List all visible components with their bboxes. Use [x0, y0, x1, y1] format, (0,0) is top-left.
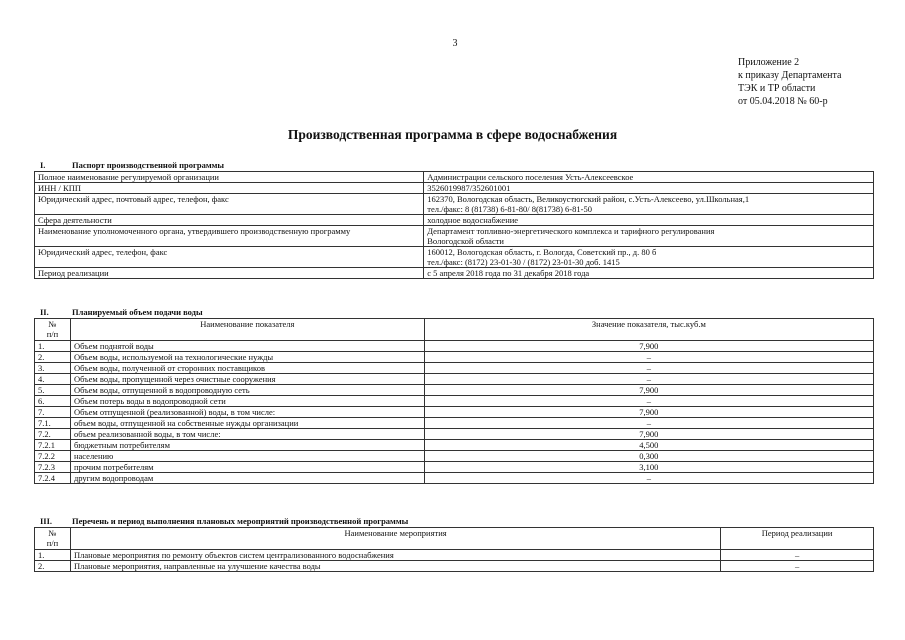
- table-row: [35, 396, 874, 407]
- row-value: 7,900: [424, 407, 873, 418]
- table-row: [35, 268, 874, 279]
- row-name: другим водопроводам: [70, 473, 424, 484]
- row-num: 1.: [35, 341, 71, 352]
- row-value-line: тел./факс: 8 (81738) 6-81-80/ 8(81738) 6-81-50: [427, 204, 592, 214]
- row-value: –: [424, 396, 873, 407]
- page-number: 3: [452, 38, 458, 49]
- appendix-note: [738, 56, 841, 108]
- row-value: [424, 194, 874, 215]
- header-num-line: п/п: [46, 329, 59, 339]
- document-title: Производственная программа в сфере водоснабжения: [287, 127, 618, 142]
- table-row: [35, 385, 874, 396]
- row-name: объем воды, отпущенной на собственные нужды организации: [70, 418, 424, 429]
- row-value: 7,900: [424, 341, 873, 352]
- table-row: [35, 172, 874, 183]
- table-row: [35, 194, 874, 215]
- row-name: Объем воды, пропущенной через очистные сооружения: [70, 374, 424, 385]
- section-number: I.: [40, 160, 46, 170]
- row-name: Объем воды, используемой на технологические нужды: [70, 352, 424, 363]
- row-value-line: 3526019987/352601001: [427, 183, 511, 193]
- row-num: 3.: [35, 363, 71, 374]
- row-num: 1.: [35, 550, 71, 561]
- row-value-line: 162370, Вологодская область, Великоустюгский район, с.Усть-Алексеево, ул.Школьная,1: [427, 194, 750, 204]
- row-name: Плановые мероприятия, направленные на улучшение качества воды: [70, 561, 720, 572]
- water-volume-table: [34, 318, 874, 484]
- header-name: Наименование мероприятия: [70, 528, 720, 550]
- section-title: Перечень и период выполнения плановых мероприятий производственной программы: [72, 516, 409, 526]
- row-value-line: 160012, Вологодская область, г. Вологда, Советский пр., д. 80 б: [427, 247, 657, 257]
- row-name: населению: [70, 451, 424, 462]
- section-title: Паспорт производственной программы: [72, 160, 225, 170]
- row-name: Объем воды, отпущенной в водопроводную сеть: [70, 385, 424, 396]
- table-row: [35, 550, 874, 561]
- row-label: ИНН / КПП: [35, 183, 424, 194]
- row-value: 7,900: [424, 385, 873, 396]
- table-row: [35, 363, 874, 374]
- row-num: 7.2.3: [35, 462, 71, 473]
- section-3-heading: [34, 516, 408, 526]
- table-row: [35, 429, 874, 440]
- row-value: [424, 247, 874, 268]
- passport-table-body: [35, 172, 874, 279]
- table-row: [35, 352, 874, 363]
- row-num: 7.2.4: [35, 473, 71, 484]
- header-name: Наименование показателя: [70, 319, 424, 341]
- row-num: 6.: [35, 396, 71, 407]
- table-row: [35, 183, 874, 194]
- header-period: Период реализации: [721, 528, 874, 550]
- row-value: –: [424, 352, 873, 363]
- row-num: 7.1.: [35, 418, 71, 429]
- row-num: 4.: [35, 374, 71, 385]
- row-name: Объем воды, полученной от сторонних поставщиков: [70, 363, 424, 374]
- row-value-line: Вологодской области: [427, 236, 504, 246]
- row-name: Плановые мероприятия по ремонту объектов систем централизованного водоснабжения: [70, 550, 720, 561]
- row-value: –: [424, 374, 873, 385]
- row-period: –: [721, 550, 874, 561]
- table-row: [35, 407, 874, 418]
- row-value-line: Департамент топливно-энергетического комплекса и тарифного регулирования: [427, 226, 715, 236]
- row-value: 4,500: [424, 440, 873, 451]
- table-row: [35, 462, 874, 473]
- row-value: –: [424, 363, 873, 374]
- row-num: 7.2.: [35, 429, 71, 440]
- appendix-line: ТЭК и ТР области: [738, 83, 816, 94]
- row-num: 2.: [35, 561, 71, 572]
- row-num: 7.: [35, 407, 71, 418]
- table-row: [35, 440, 874, 451]
- row-name: Объем отпущенной (реализованной) воды, в том числе:: [70, 407, 424, 418]
- section-number: II.: [40, 307, 49, 317]
- table-row: [35, 226, 874, 247]
- row-label: Сфера деятельности: [35, 215, 424, 226]
- table-row: [35, 215, 874, 226]
- row-name: прочим потребителям: [70, 462, 424, 473]
- row-value-line: тел./факс: (8172) 23-01-30 / (8172) 23-01-30 доб. 1415: [427, 257, 620, 267]
- section-2-heading: [34, 307, 203, 317]
- row-value-line: Администрации сельского поселения Усть-Алексеевское: [427, 172, 634, 182]
- row-value: 0,300: [424, 451, 873, 462]
- header-num-line: п/п: [46, 538, 59, 548]
- table-row: [35, 374, 874, 385]
- table-row: [35, 341, 874, 352]
- header-num: [35, 319, 71, 341]
- row-label: Наименование уполномоченного органа, утвердившего производственную программу: [35, 226, 424, 247]
- table-row: [35, 451, 874, 462]
- row-label: Полное наименование регулируемой организации: [35, 172, 424, 183]
- section-1-heading: [34, 160, 224, 170]
- row-value: 3,100: [424, 462, 873, 473]
- row-name: Объем потерь воды в водопроводной сети: [70, 396, 424, 407]
- appendix-line: Приложение 2: [738, 57, 800, 68]
- header-value: Значение показателя, тыс.куб.м: [424, 319, 873, 341]
- row-label: Юридический адрес, телефон, факс: [35, 247, 424, 268]
- table-header-row: [35, 528, 874, 550]
- header-num: [35, 528, 71, 550]
- row-value: [424, 183, 874, 194]
- row-num: 5.: [35, 385, 71, 396]
- appendix-line: к приказу Департамента: [738, 70, 842, 81]
- table-row: [35, 247, 874, 268]
- header-num-line: №: [48, 319, 57, 329]
- row-name: объем реализованной воды, в том числе:: [70, 429, 424, 440]
- measures-table-body: [35, 550, 874, 572]
- row-name: бюджетным потребителям: [70, 440, 424, 451]
- row-num: 2.: [35, 352, 71, 363]
- water-volume-table-body: [35, 341, 874, 484]
- row-label: Юридический адрес, почтовый адрес, телефон, факс: [35, 194, 424, 215]
- row-num: 7.2.1: [35, 440, 71, 451]
- row-value: [424, 172, 874, 183]
- row-value-line: холодное водоснабжение: [427, 215, 519, 225]
- row-num: 7.2.2: [35, 451, 71, 462]
- table-row: [35, 473, 874, 484]
- table-row: [35, 561, 874, 572]
- row-label: Период реализации: [35, 268, 424, 279]
- row-name: Объем поднятой воды: [70, 341, 424, 352]
- row-value: –: [424, 418, 873, 429]
- row-value: 7,900: [424, 429, 873, 440]
- section-title: Планируемый объем подачи воды: [72, 307, 203, 317]
- passport-table: [34, 171, 874, 279]
- row-period: –: [721, 561, 874, 572]
- section-number: III.: [40, 516, 53, 526]
- table-row: [35, 418, 874, 429]
- measures-table: [34, 527, 874, 572]
- row-value: –: [424, 473, 873, 484]
- row-value: [424, 268, 874, 279]
- table-header-row: [35, 319, 874, 341]
- appendix-line: от 05.04.2018 № 60-р: [738, 96, 828, 107]
- row-value: [424, 226, 874, 247]
- row-value-line: с 5 апреля 2018 года по 31 декабря 2018 года: [427, 268, 590, 278]
- row-value: [424, 215, 874, 226]
- header-num-line: №: [48, 528, 57, 538]
